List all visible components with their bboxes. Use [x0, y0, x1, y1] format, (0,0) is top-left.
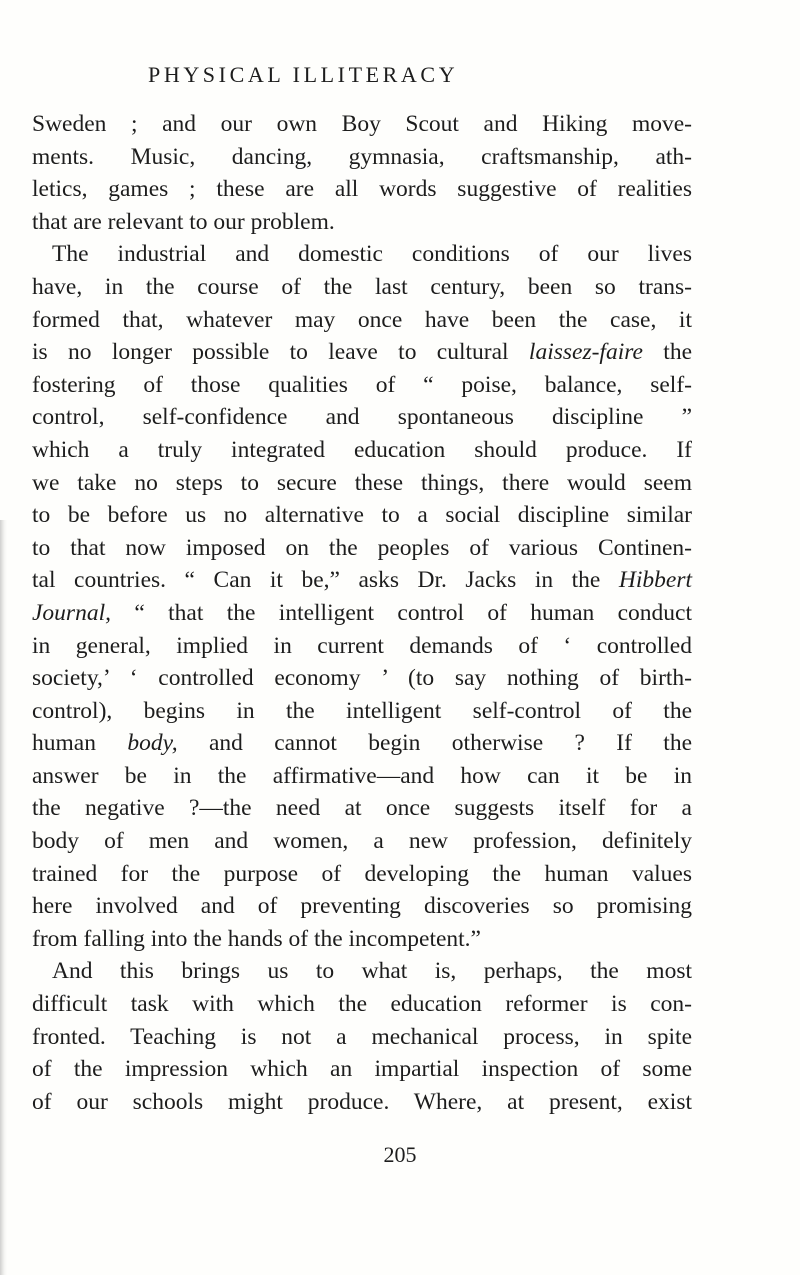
text-line: letics, games ; these are all words suggestive of realities [32, 176, 692, 203]
text-line: have, in the course of the last century, been so trans- [32, 273, 692, 300]
text-line: human body, and cannot begin otherwise ? If the [32, 730, 693, 757]
text-line: society,’ ‘ controlled economy ’ (to say nothing of birth- [32, 665, 692, 692]
text-line: that are relevant to our problem. [32, 208, 335, 235]
text-line: Sweden ; and our own Boy Scout and Hiking move- [32, 111, 692, 137]
text-line: answer be in the affirmative—and how can it be in [32, 762, 692, 789]
text-line: formed that, whatever may once have been the case, it [32, 306, 692, 333]
text-line: And this brings us to what is, perhaps, the most [52, 958, 692, 985]
text-line: ments. Music, dancing, gymnasia, craftsmanship, ath- [32, 143, 692, 170]
page-number: 205 [383, 1142, 417, 1167]
text-line: the negative ?—the need at once suggests itself for a [32, 795, 692, 822]
text-line: we take no steps to secure these things, there would seem [32, 469, 692, 496]
text-line: of our schools might produce. Where, at present, exist [32, 1088, 692, 1115]
text-line: fronted. Teaching is not a mechanical process, in spite [32, 1023, 692, 1050]
text-line: difficult task with which the education reformer is con- [32, 991, 692, 1018]
text-line: to be before us no alternative to a social discipline similar [32, 502, 692, 529]
text-line: from falling into the hands of the incompetent.” [32, 925, 481, 952]
text-line: fostering of those qualities of “ poise, balance, self- [32, 371, 692, 398]
text-line: is no longer possible to leave to cultural laissez-faire the [32, 339, 692, 366]
body-text [32, 108, 692, 1118]
text-line: The industrial and domestic conditions of our lives [52, 241, 692, 268]
text-line: body of men and women, a new profession, definitely [32, 828, 692, 855]
text-line: in general, implied in current demands of ‘ controlled [32, 632, 692, 659]
text-line: to that now imposed on the peoples of various Continen- [32, 534, 692, 561]
text-line: of the impression which an impartial inspection of some [32, 1056, 692, 1083]
text-line: control), begins in the intelligent self-control of the [32, 697, 692, 724]
text-line: Journal, “ that the intelligent control of human conduct [32, 599, 692, 626]
text-line: here involved and of preventing discoveries so promising [32, 893, 692, 920]
text-line: control, self-confidence and spontaneous discipline ” [32, 404, 692, 431]
text-line: trained for the purpose of developing the human values [32, 860, 692, 887]
text-line: tal countries. “ Can it be,” asks Dr. Jacks in the Hibbert [32, 567, 692, 594]
running-head: PHYSICAL ILLITERACY [148, 62, 459, 87]
text-line: which a truly integrated education should produce. If [32, 436, 692, 463]
